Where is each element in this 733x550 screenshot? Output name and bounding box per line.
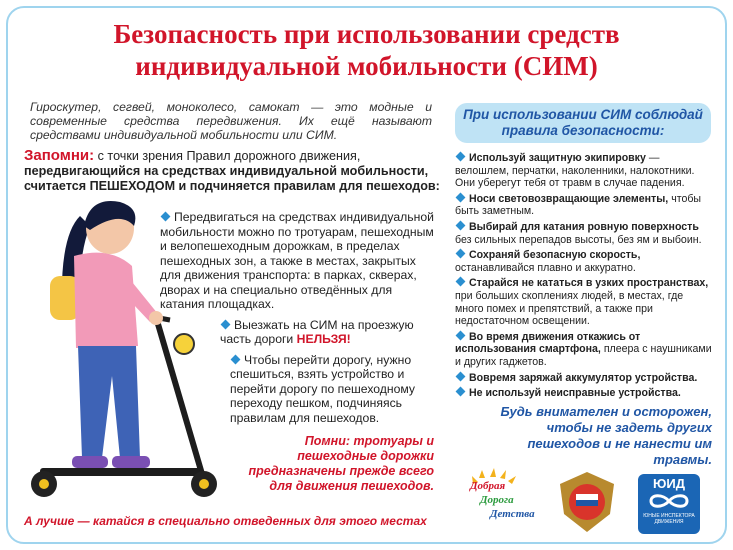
infinity-icon <box>647 492 691 510</box>
sidewalk-note: Помни: тротуары и пешеходные дорожки предназначены прежде всего для движения пешеходов. <box>248 434 434 493</box>
remember-text-a: с точки зрения Правил дорожного движения, <box>97 149 361 163</box>
left-rule-3: Чтобы перейти дорогу, нужно спешиться, взять устройство и перейти дорогу по пешеходному переходу пешком, подчиняясь правилам для пешеходов. <box>230 352 416 425</box>
right-rules-list <box>455 152 713 403</box>
logo-text-1: Добрая <box>470 480 506 492</box>
right-rule-item: Вовремя заряжай аккумулятор устройства. <box>455 372 713 385</box>
remember-label: Запомни: <box>24 147 95 164</box>
bullet-diamond-icon <box>456 249 466 259</box>
bullet-diamond-icon <box>456 221 466 231</box>
yid-logo <box>638 474 700 534</box>
title-line-1: Безопасность при использовании средств <box>113 19 620 49</box>
right-rule-item: Старайся не кататься в узких пространствах, при больших скоплениях людей, в местах, где много помех и препятствий, а также при недостаточном освещении. <box>455 277 709 328</box>
title-line-2: индивидуальной мобильности (СИМ) <box>135 51 598 81</box>
bullet-diamond-icon <box>456 330 466 340</box>
bullet-diamond-icon <box>456 277 466 287</box>
right-rule-item: Носи световозвращающие элементы, чтобы быть заметным. <box>455 192 702 218</box>
right-rule-item: Выбирай для катания ровную поверхность без сильных перепадов высоты, без ям и выбоин. <box>455 220 702 246</box>
bullet-diamond-icon <box>456 387 466 397</box>
scooter-deck <box>40 468 200 476</box>
bullet-diamond-icon <box>456 192 466 202</box>
left-rule-2: Выезжать на СИМ на проезжую часть дороги НЕЛЬЗЯ! <box>220 317 414 346</box>
remember-block <box>24 148 442 194</box>
right-rule-item: Используй защитную экипировку — велошлем, перчатки, наколенники, налокотники. Они уберегут тебя от травм в случае падения. <box>455 152 695 190</box>
poster-title <box>0 18 733 82</box>
bullet-diamond-icon <box>456 371 466 381</box>
logo-text-3: Детства <box>490 508 535 520</box>
right-panel-header: При использовании СИМ соблюдай правила безопасности: <box>455 103 711 143</box>
bullet-diamond-icon <box>161 212 171 222</box>
bottom-note: А лучше — катайся в специально отведенных для этого местах <box>24 514 427 528</box>
right-rule-item: Не используй неисправные устройства. <box>455 387 713 400</box>
left-rule-1: Передвигаться на средствах индивидуальной мобильности можно по тротуарам, пешеходным и велопешеходным дорожкам, в пределах пешеходных зон, а также в местах, закрытых для движения транспорта: в парках, скверах, дворах и на специально отведённых для катания площадках. <box>160 210 434 311</box>
yid-logo-subtitle: ЮНЫЕ ИНСПЕКТОРА ДВИЖЕНИЯ <box>643 513 695 525</box>
closing-message: Будь внимателен и осторожен, чтобы не задеть других пешеходов и не нанести им травмы. <box>500 404 712 467</box>
logo-text-2: Дорога <box>480 494 514 506</box>
bullet-diamond-icon <box>456 152 466 162</box>
intro-text: Гироскутер, сегвей, моноколесо, самокат — это модные и современные средства передвижения. Их ещё называют средствами индивидуальной мобильности или СИМ. <box>30 100 432 142</box>
bullet-diamond-icon <box>221 319 231 329</box>
dobraya-doroga-detstva-logo <box>452 466 544 528</box>
right-rule-item: Сохраняй безопасную скорость, останавливайся плавно и аккуратно. <box>455 249 641 274</box>
bullet-diamond-icon <box>231 354 241 364</box>
right-rule-item: Во время движения откажись от использования смартфона, плеера с наушниками и других гаджетов. <box>455 330 712 368</box>
remember-text-b: передвигающийся на средствах индивидуальной мобильности, считается ПЕШЕХОДОМ и подчиняется правилам для пешеходов: <box>24 164 440 193</box>
traffic-police-emblem <box>554 470 620 534</box>
yid-logo-title: ЮИД <box>652 476 685 491</box>
left-rules <box>160 210 438 431</box>
